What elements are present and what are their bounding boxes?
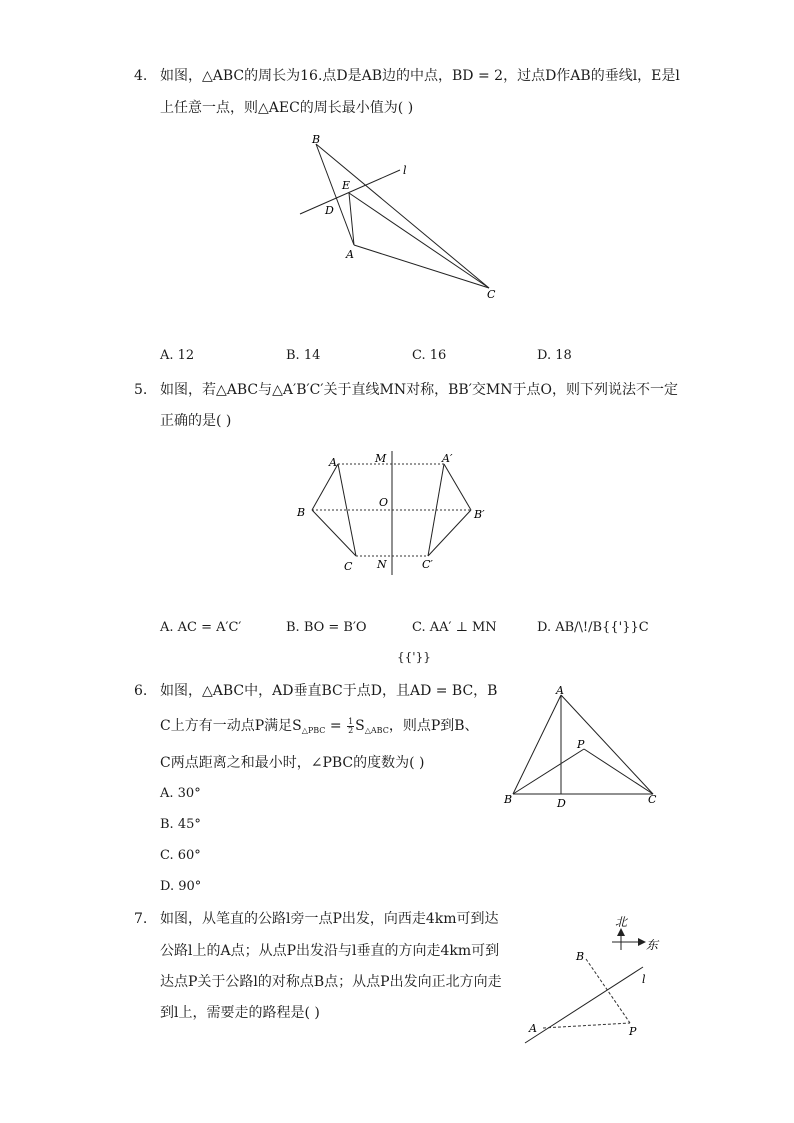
q4-label-A: A bbox=[346, 248, 354, 261]
q4-number: 4. bbox=[134, 68, 148, 84]
q4-label-l: l bbox=[403, 164, 407, 177]
q4-figure bbox=[290, 128, 510, 308]
q7-compass-east-arrowhead bbox=[638, 938, 646, 946]
q5-label-B-prime: B′ bbox=[474, 508, 485, 521]
q7-text-line4: 到l上，需要走的路程是( ) bbox=[160, 1005, 320, 1021]
q5-stray-text: {{'}} bbox=[397, 650, 431, 664]
q6-label-D: D bbox=[557, 797, 566, 810]
q5-label-A-prime: A′ bbox=[442, 452, 453, 465]
q6-option-a: A. 30° bbox=[160, 786, 201, 801]
q6-option-c: C. 60° bbox=[160, 848, 201, 863]
q4-option-d: D. 18 bbox=[537, 348, 572, 363]
q4-option-c: C. 16 bbox=[412, 348, 447, 363]
q5-option-a: A. AC = A′C′ bbox=[160, 620, 242, 635]
q6-equals: = bbox=[325, 718, 347, 734]
q5-label-N: N bbox=[377, 558, 387, 571]
q7-figure bbox=[515, 908, 675, 1048]
q7-number: 7. bbox=[134, 911, 148, 927]
q5-label-M: M bbox=[375, 452, 387, 465]
q6-fraction bbox=[347, 718, 354, 735]
q4-label-B: B bbox=[312, 133, 321, 146]
q7-label-north: 北 bbox=[615, 915, 628, 929]
q4-label-E: E bbox=[342, 179, 351, 192]
q5-option-d: D. AB/\!/B{{'}}C bbox=[537, 620, 649, 635]
q6-number: 6. bbox=[134, 683, 148, 699]
q6-fraction-num: 1 bbox=[348, 716, 354, 726]
q6-figure bbox=[498, 682, 668, 812]
q5-label-C: C bbox=[344, 560, 353, 573]
q5-text-line1: 如图，若△ABC与△A′B′C′关于直线MN对称，BB′交MN于点O，则下列说法不一定 bbox=[160, 382, 678, 398]
q6-label-C: C bbox=[648, 793, 657, 806]
q7-label-B: B bbox=[576, 950, 585, 963]
q5-label-C-prime: C′ bbox=[422, 558, 433, 571]
q7-text-line3: 达点P关于公路l的对称点B点；从点P出发向正北方向走 bbox=[160, 974, 502, 990]
q5-number: 5. bbox=[134, 382, 148, 398]
q7-segment-bp bbox=[586, 959, 630, 1023]
q7-segment-ap bbox=[543, 1023, 630, 1028]
q4-option-a: A. 12 bbox=[160, 348, 195, 363]
q6-label-P: P bbox=[577, 738, 585, 751]
q5-option-b: B. BO = B′O bbox=[286, 620, 367, 635]
q6-text-line1: 如图，△ABC中，AD垂直BC于点D，且AD = BC，B bbox=[160, 683, 498, 699]
q4-text-line1: 如图，△ABC的周长为16.点D是AB边的中点，BD = 2，过点D作AB的垂线l，E是l bbox=[160, 68, 680, 84]
q6-line2-part-a: C上方有一动点P满足S bbox=[160, 718, 302, 734]
q7-label-P: P bbox=[629, 1025, 637, 1038]
q4-label-D: D bbox=[325, 204, 334, 217]
q6-text-line2 bbox=[160, 716, 479, 741]
q7-label-l: l bbox=[642, 973, 646, 986]
q6-fraction-den: 2 bbox=[348, 725, 354, 735]
q4-text-line2: 上任意一点，则△AEC的周长最小值为( ) bbox=[160, 100, 414, 116]
q7-text-line1: 如图，从笔直的公路l旁一点P出发，向西走4km可到达 bbox=[160, 911, 499, 927]
q7-compass-north-arrowhead bbox=[617, 928, 625, 936]
q6-label-B: B bbox=[504, 793, 513, 806]
q5-label-B: B bbox=[297, 506, 306, 519]
q5-option-c: C. AA′ ⊥ MN bbox=[412, 620, 497, 635]
q7-label-A: A bbox=[529, 1022, 537, 1035]
q5-figure bbox=[290, 446, 500, 578]
q5-text-line2: 正确的是( ) bbox=[160, 413, 232, 429]
q5-label-A: A bbox=[329, 456, 337, 469]
q6-subscript-abc: △ABC bbox=[364, 726, 389, 735]
q5-label-O: O bbox=[379, 496, 389, 509]
q7-road-l bbox=[525, 967, 643, 1043]
q7-text-line2: 公路l上的A点；从点P出发沿与l垂直的方向走4km可到 bbox=[160, 943, 500, 959]
q6-subscript-pbc: △PBC bbox=[301, 726, 326, 735]
q6-line2-part-c: ，则点P到B、 bbox=[388, 718, 479, 734]
q6-option-d: D. 90° bbox=[160, 879, 202, 894]
q6-line2-part-b: S bbox=[355, 718, 365, 734]
q6-text-line3: C两点距离之和最小时，∠PBC的度数为( ) bbox=[160, 755, 425, 771]
q6-option-b: B. 45° bbox=[160, 817, 201, 832]
q6-label-A: A bbox=[556, 684, 564, 697]
q7-label-east: 东 bbox=[646, 938, 659, 952]
q4-option-b: B. 14 bbox=[286, 348, 321, 363]
q4-label-C: C bbox=[487, 288, 496, 301]
